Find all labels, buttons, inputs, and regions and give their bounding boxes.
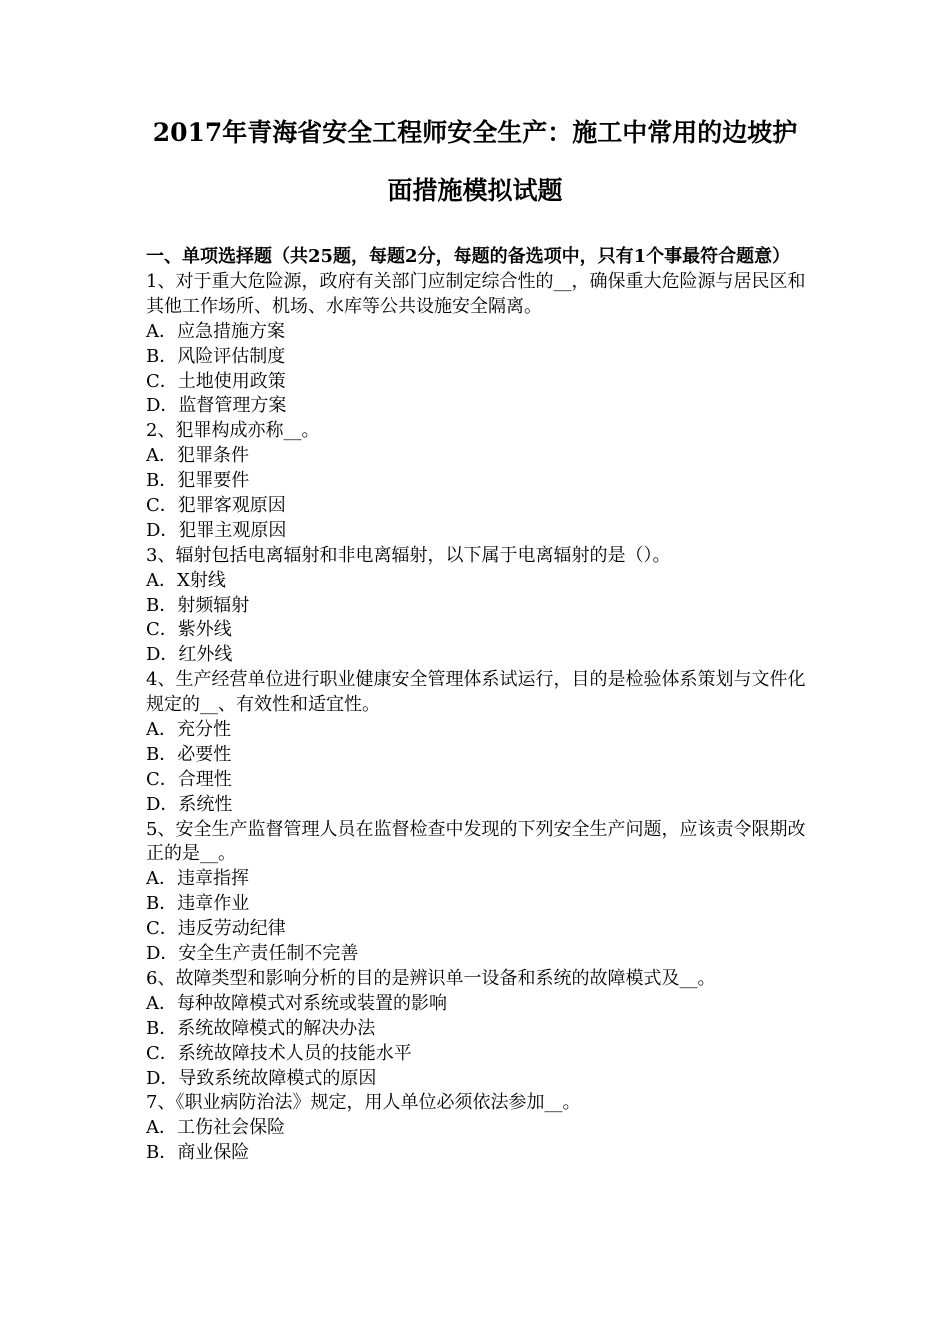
option-item: C．合理性 bbox=[146, 768, 232, 790]
question-stem: 4、生产经营单位进行职业健康安全管理体系试运行，目的是检验体系策划与文件化规定的__、有效性和适宜性。 bbox=[146, 669, 806, 716]
option-item: A．犯罪条件 bbox=[146, 445, 249, 467]
question-stem: 1、对于重大危险源，政府有关部门应制定综合性的__，确保重大危险源与居民区和其他工作场所、机场、水库等公共设施安全隔离。 bbox=[146, 270, 806, 317]
option-item: C．土地使用政策 bbox=[146, 370, 286, 392]
option-item: A．应急措施方案 bbox=[146, 320, 285, 342]
option-item: D．导致系统故障模式的原因 bbox=[146, 1067, 377, 1089]
option-item: A．工伤社会保险 bbox=[146, 1117, 285, 1139]
question-list bbox=[146, 245, 811, 1166]
option-item: D．安全生产责任制不完善 bbox=[146, 943, 359, 965]
option-item: B．违章作业 bbox=[146, 893, 250, 915]
option-item: A．X射线 bbox=[146, 569, 226, 591]
section-heading: 一、单项选择题（共25题，每题2分，每题的备选项中，只有1个事最符合题意） bbox=[146, 246, 791, 267]
option-item: D．系统性 bbox=[146, 793, 233, 815]
question-stem: 3、辐射包括电离辐射和非电离辐射，以下属于电离辐射的是（）。 bbox=[146, 544, 671, 566]
option-item: B．犯罪要件 bbox=[146, 470, 250, 492]
option-item: B．必要性 bbox=[146, 743, 232, 765]
question-stem: 7、《职业病防治法》规定，用人单位必须依法参加__。 bbox=[146, 1092, 581, 1114]
document-title-line-2: 面措施模拟试题 bbox=[387, 176, 563, 205]
document-title-line-1: 2017年青海省安全工程师安全生产：施工中常用的边坡护 bbox=[152, 118, 798, 147]
option-item: B．系统故障模式的解决办法 bbox=[146, 1017, 376, 1039]
option-item: A．违章指挥 bbox=[146, 868, 249, 890]
option-item: C．系统故障技术人员的技能水平 bbox=[146, 1042, 412, 1064]
question-stem: 6、故障类型和影响分析的目的是辨识单一设备和系统的故障模式及__。 bbox=[146, 967, 716, 989]
option-item: D．红外线 bbox=[146, 644, 233, 666]
option-item: B．射频辐射 bbox=[146, 594, 250, 616]
option-item: A．充分性 bbox=[146, 719, 231, 740]
option-item: C．违反劳动纪律 bbox=[146, 918, 286, 940]
option-item: A．每种故障模式对系统或装置的影响 bbox=[146, 992, 447, 1014]
option-item: B．商业保险 bbox=[146, 1142, 250, 1164]
option-item: C．紫外线 bbox=[146, 619, 232, 641]
question-stem: 2、犯罪构成亦称__。 bbox=[146, 420, 320, 442]
option-item: C．犯罪客观原因 bbox=[146, 494, 286, 516]
option-item: B．风险评估制度 bbox=[146, 345, 286, 367]
option-item: D．犯罪主观原因 bbox=[146, 519, 287, 541]
question-stem: 5、安全生产监督管理人员在监督检查中发现的下列安全生产问题，应该责令限期改正的是__。 bbox=[146, 818, 806, 865]
option-item: D．监督管理方案 bbox=[146, 395, 287, 417]
